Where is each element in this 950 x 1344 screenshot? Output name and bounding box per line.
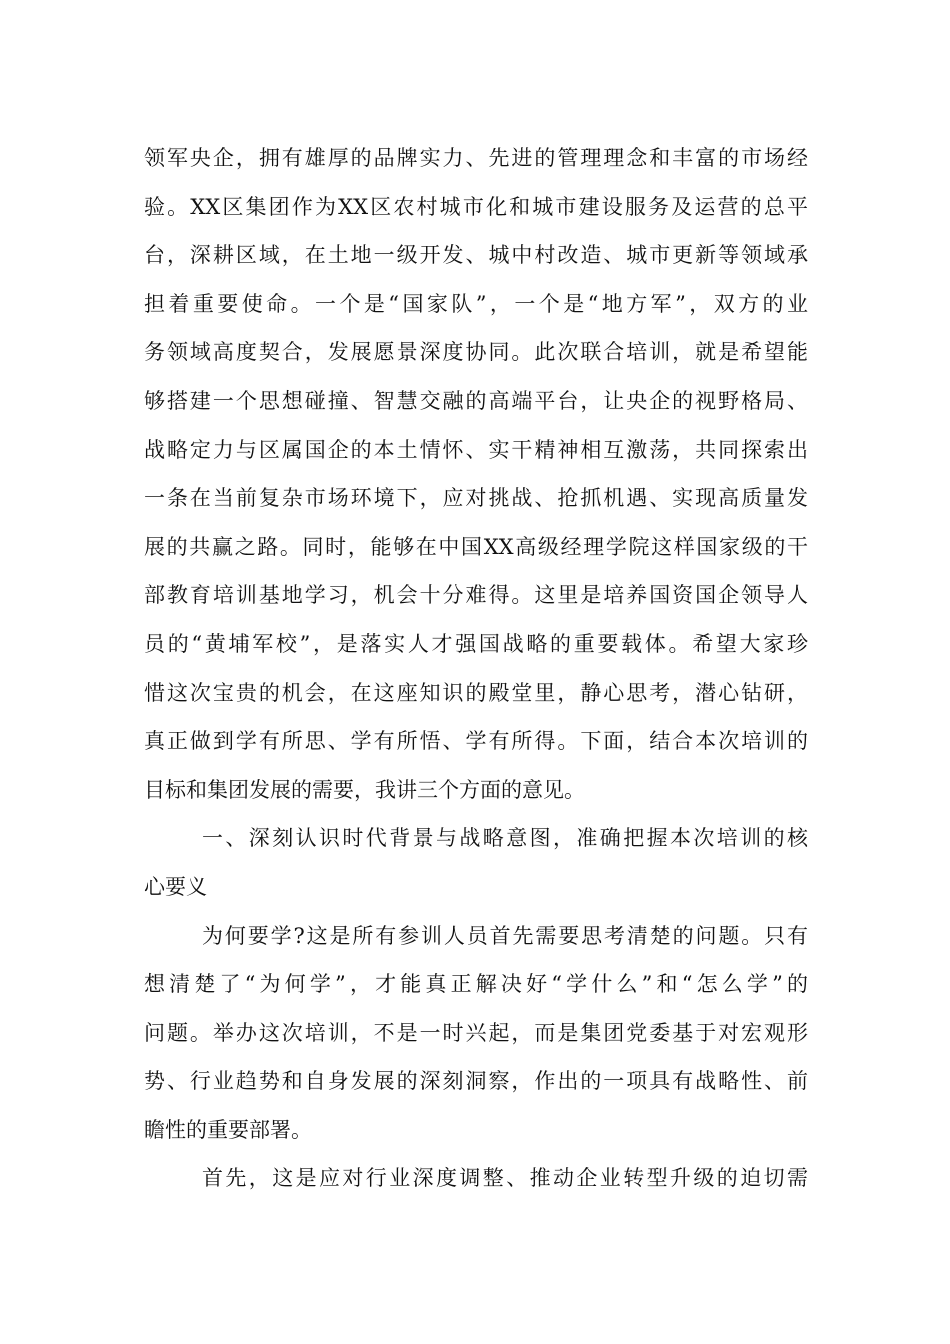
text-line: 够搭建一个思想碰撞、智慧交融的高端平台，让央企的视野格局、 — [144, 388, 808, 413]
text-line: 问题。举办这次培训，不是一时兴起，而是集团党委基于对宏观形 — [144, 1020, 808, 1045]
text-line: 目标和集团发展的需要，我讲三个方面的意见。 — [144, 777, 585, 802]
text-line: 台，深耕区域，在土地一级开发、城中村改造、城市更新等领域承 — [144, 243, 808, 268]
text-line: 真正做到学有所思、学有所悟、学有所得。下面，结合本次培训的 — [144, 729, 808, 754]
section-heading-line: 一、深刻认识时代背景与战略意图，准确把握本次培训的核 — [202, 826, 808, 851]
text-line: 瞻性的重要部署。 — [144, 1117, 312, 1142]
text-line: 首先，这是应对行业深度调整、推动企业转型升级的迫切需 — [202, 1166, 808, 1191]
text-line: 部教育培训基地学习，机会十分难得。这里是培养国资国企领导人 — [144, 583, 808, 608]
text-line: 为何要学?这是所有参训人员首先需要思考清楚的问题。只有 — [202, 923, 808, 948]
text-line: 想清楚了“为何学”，才能真正解决好“学什么”和“怎么学”的 — [144, 972, 808, 997]
document-body — [144, 134, 808, 1203]
text-line: 担着重要使命。一个是“国家队”，一个是“地方军”，双方的业 — [144, 291, 808, 316]
text-line: 务领域高度契合，发展愿景深度协同。此次联合培训，就是希望能 — [144, 340, 808, 365]
text-line: 领军央企，拥有雄厚的品牌实力、先进的管理理念和丰富的市场经 — [144, 146, 808, 170]
text-line: 势、行业趋势和自身发展的深刻洞察，作出的一项具有战略性、前 — [144, 1069, 808, 1094]
text-line: 展的共赢之路。同时，能够在中国XX高级经理学院这样国家级的干 — [144, 534, 808, 559]
text-line: 验。XX区集团作为XX区农村城市化和城市建设服务及运营的总平 — [144, 194, 808, 219]
text-line: 员的“黄埔军校”，是落实人才强国战略的重要载体。希望大家珍 — [144, 631, 808, 656]
text-line: 惜这次宝贵的机会，在这座知识的殿堂里，静心思考，潜心钻研， — [144, 680, 808, 705]
section-heading-line: 心要义 — [144, 874, 207, 899]
text-line: 一条在当前复杂市场环境下，应对挑战、抢抓机遇、实现高质量发 — [144, 486, 808, 511]
text-line: 战略定力与区属国企的本土情怀、实干精神相互激荡，共同探索出 — [144, 437, 808, 462]
